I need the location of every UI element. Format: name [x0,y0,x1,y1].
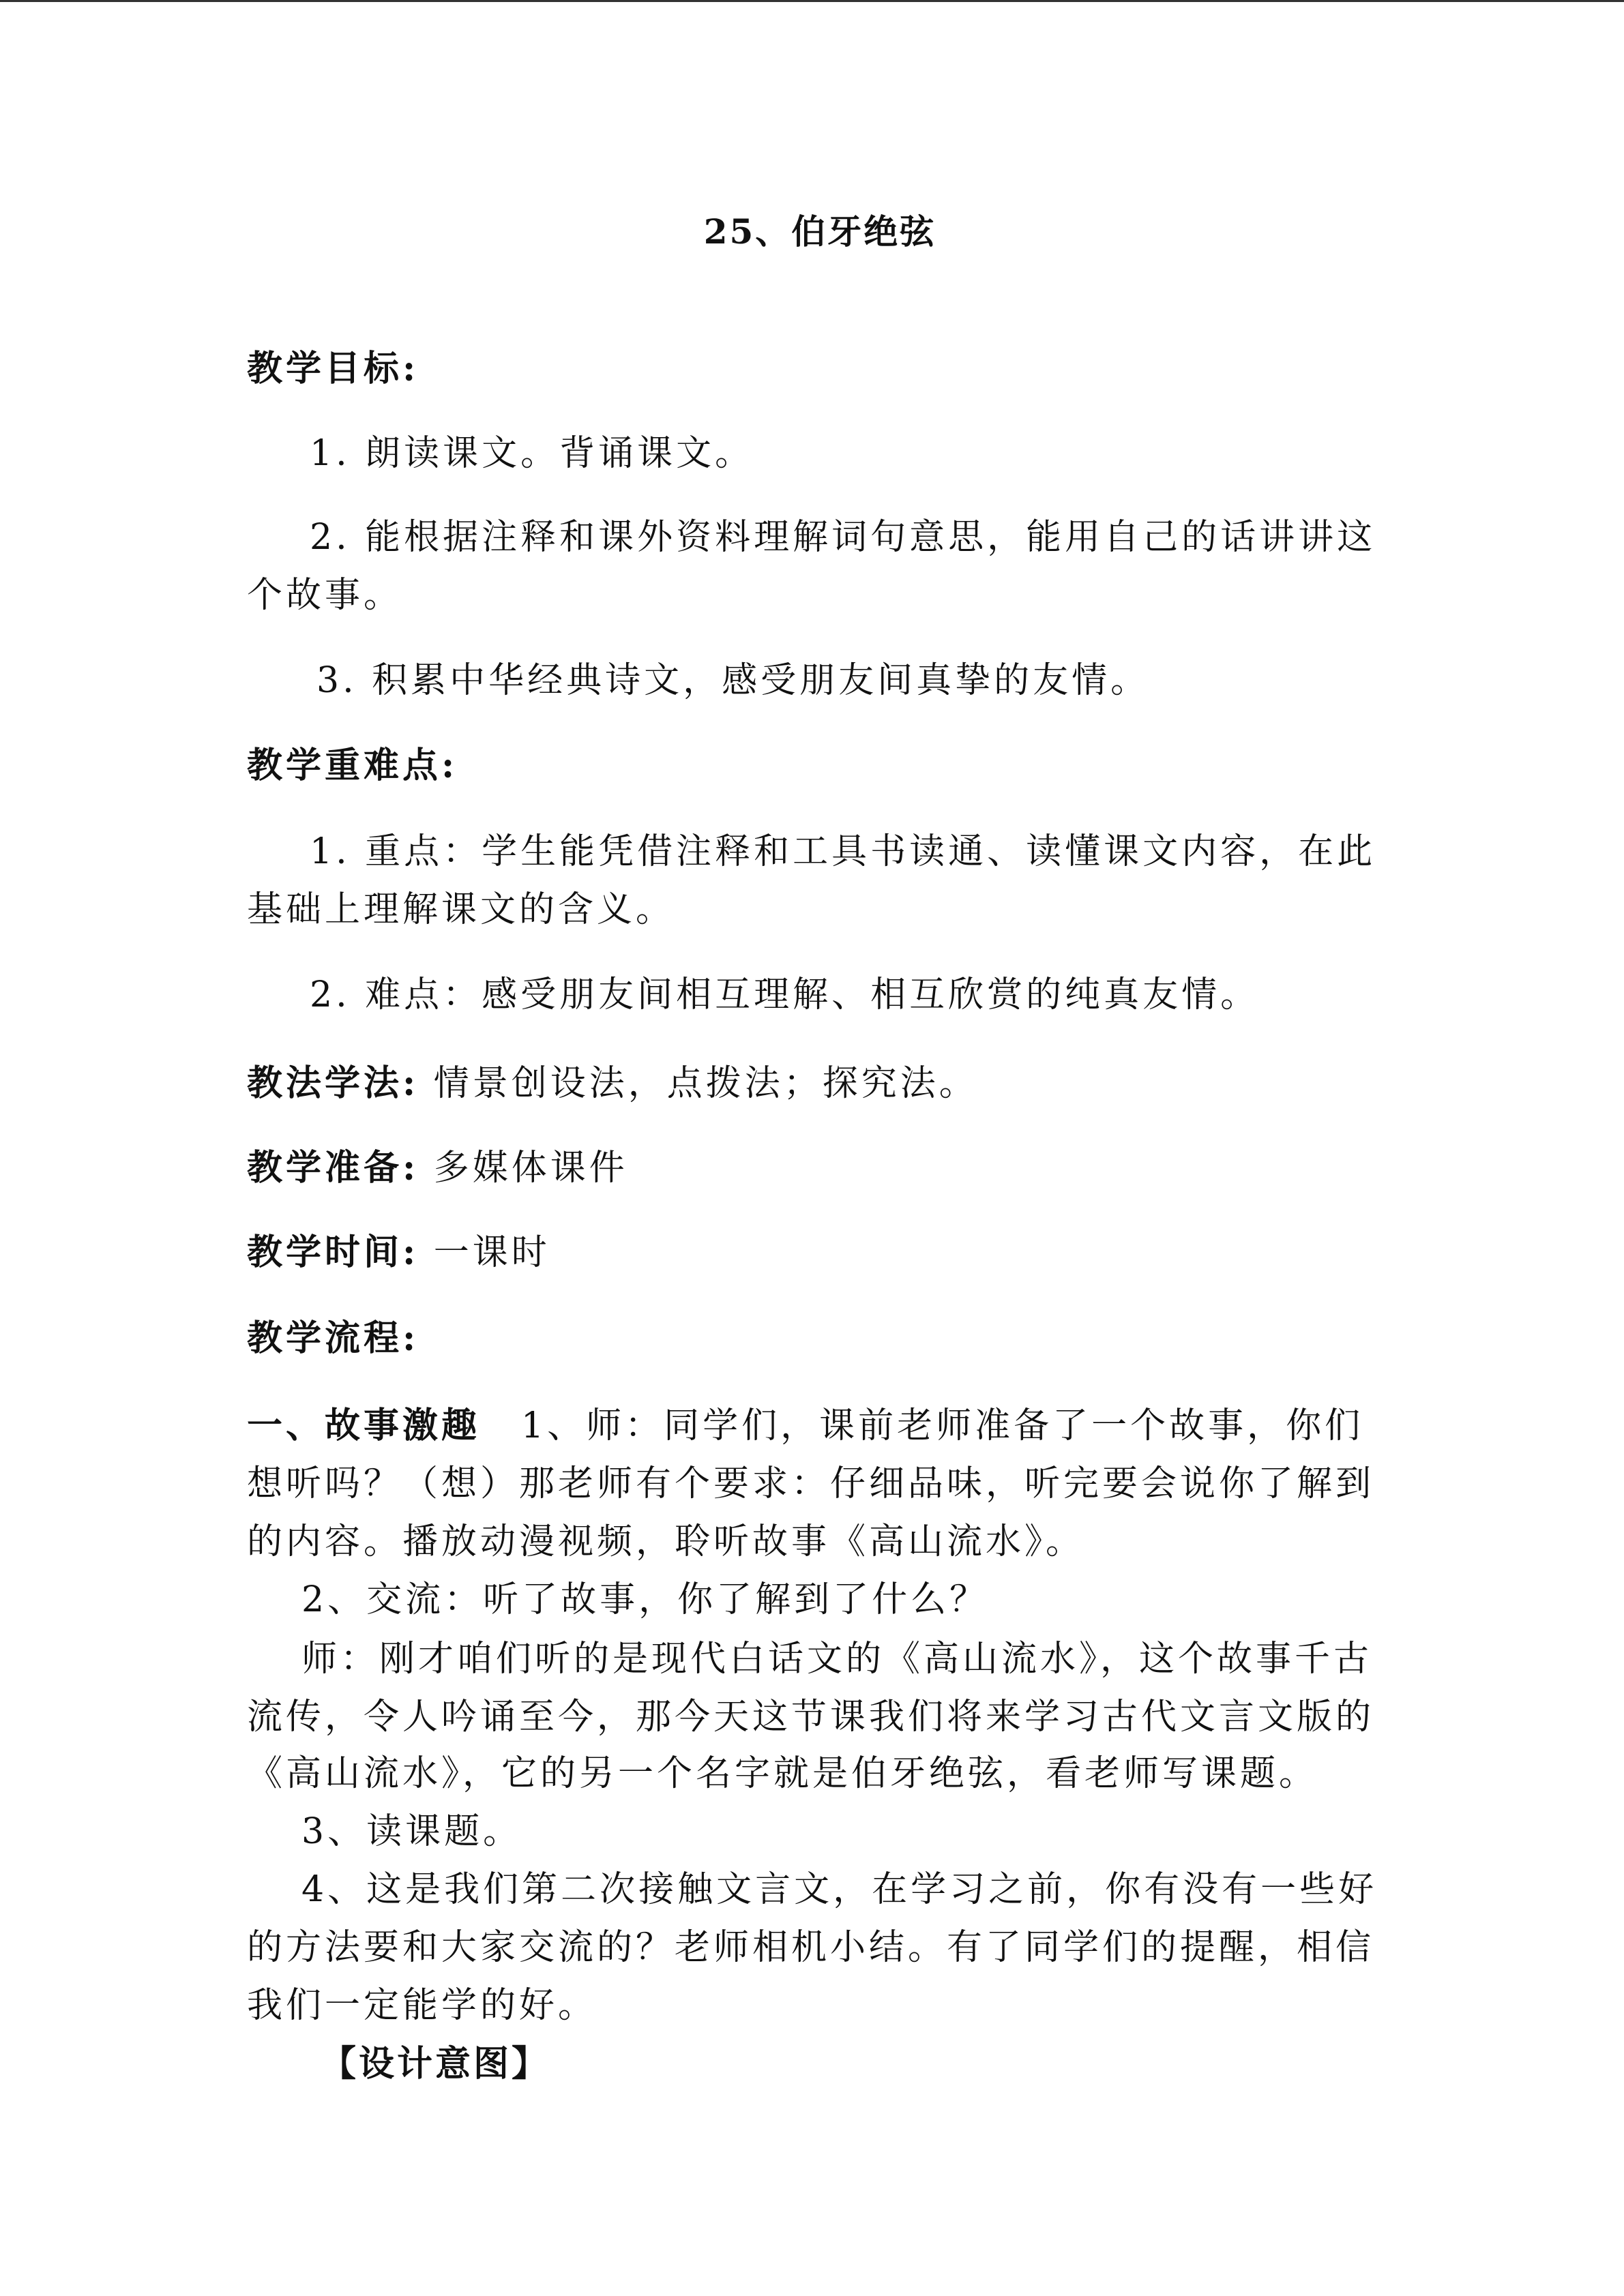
objective-item-2-line-1: 2. 能根据注释和课外资料理解词句意思，能用自己的话讲讲这 [310,517,1376,558]
process-section-1-line-2: 想听吗？（想）那老师有个要求：仔细品味，听完要会说你了解到 [247,1463,1375,1504]
process-heading: 教学流程: [247,1317,419,1359]
process-section-1-line-1 [247,1397,1363,1455]
methods-row [247,1054,978,1113]
process-step-4-line-3: 我们一定能学的好。 [247,1985,597,2026]
design-intent-label: 【设计意图】 [321,2043,550,2085]
section-1-text: 1、师：同学们，课前老师准备了一个故事，你们 [521,1405,1364,1446]
methods-label: 教法学法: [247,1062,419,1104]
top-border-line [0,0,1624,2]
lesson-title: 25、伯牙绝弦 [703,211,936,252]
process-step-4-line-1: 4、这是我们第二次接触文言文，在学习之前，你有没有一些好 [301,1869,1378,1910]
key-point-item-1-line-1: 1. 重点：学生能凭借注释和工具书读通、读懂课文内容，在此 [310,831,1376,872]
teacher-line-3: 《高山流水》，它的另一个名字就是伯牙绝弦，看老师写课题。 [247,1753,1318,1794]
key-points-heading: 教学重难点: [247,745,458,786]
methods-value: 情景创设法，点拨法；探究法。 [433,1063,978,1104]
time-label: 教学时间: [247,1232,419,1273]
key-point-item-1-line-2: 基础上理解课文的含义。 [247,889,675,930]
objectives-heading: 教学目标: [247,348,419,389]
teacher-line-2: 流传，令人吟诵至今，那今天这节课我们将来学习古代文言文版的 [247,1697,1375,1738]
time-value: 一课时 [433,1232,550,1273]
process-step-4-line-2: 的方法要和大家交流的？老师相机小结。有了同学们的提醒，相信 [247,1927,1375,1968]
process-step-2: 2、交流：听了故事，你了解到了什么？ [301,1579,989,1620]
preparation-value: 多媒体课件 [433,1148,628,1189]
preparation-row [247,1139,628,1197]
process-step-3: 3、读课题。 [301,1811,522,1852]
key-point-item-2: 2. 难点：感受朋友间相互理解、相互欣赏的纯真友情。 [310,974,1260,1015]
objective-item-3: 3. 积累中华经典诗文，感受朋友间真挚的友情。 [316,660,1150,701]
preparation-label: 教学准备: [247,1147,419,1189]
teacher-line-1: 师：刚才咱们听的是现代白话文的《高山流水》，这个故事千古 [301,1639,1373,1680]
section-1-label: 一、故事激趣 [247,1405,481,1446]
time-row [247,1223,550,1282]
process-section-1-line-3: 的内容。播放动漫视频，聆听故事《高山流水》。 [247,1521,1085,1562]
objective-item-1: 1. 朗读课文。背诵课文。 [310,433,754,474]
objective-item-2-line-2: 个故事。 [247,575,403,616]
